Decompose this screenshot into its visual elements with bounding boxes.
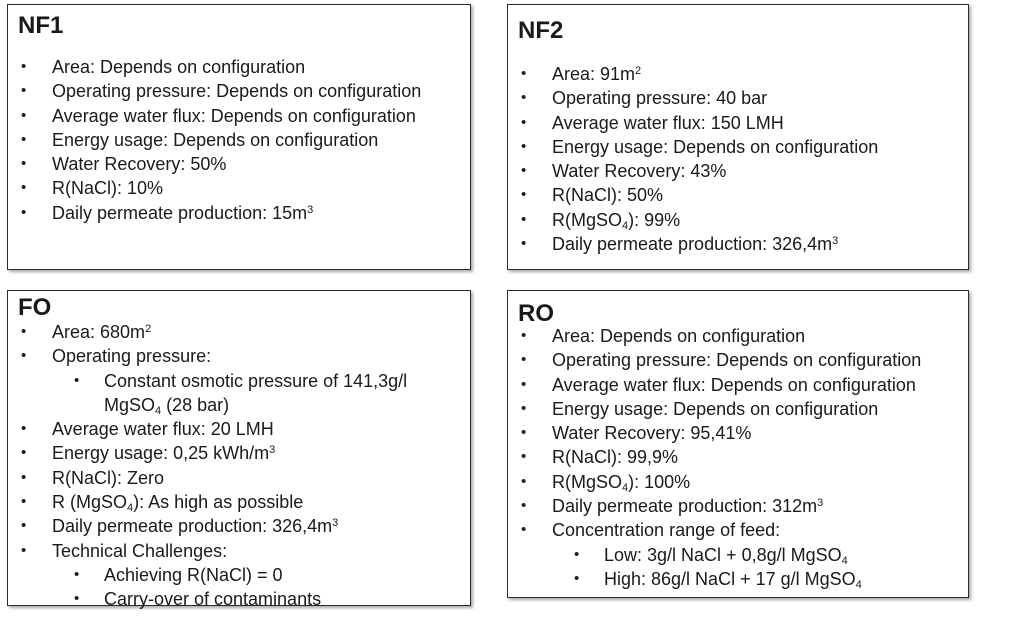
nf1-title: NF1 (18, 12, 64, 39)
fo-area: • Area: $680m^2$ (18, 320, 407, 344)
ro-list (518, 324, 921, 591)
fo-flux: • Average water flux: 20 LMH (18, 417, 407, 441)
nf1-list (18, 55, 421, 225)
fo-osmotic-pressure: • Constant osmotic pressure of 141,3g/l MgSO$_4$ (28 bar) (52, 369, 407, 418)
ro-feed-high: • High: 86g/l NaCl + 17 g/l MgSO$_4$ (552, 567, 921, 591)
nf2-production: • Daily permeate production: $326,4m^3$ (518, 232, 878, 256)
ro-feed-low: • Low: 3g/l NaCl + 0,8g/l MgSO$_4$ (552, 543, 921, 567)
fo-pressure: • Operating pressure: • Constant osmotic pressure of 141,3g/l MgSO$_4$ (28 bar) (18, 344, 407, 417)
ro-title: RO (518, 300, 554, 327)
nf1-area: • Area: Depends on configuration (18, 55, 421, 79)
nf2-panel (507, 4, 969, 270)
fo-energy: • Energy usage: 0,25 kWh/$m^3$ (18, 441, 407, 465)
ro-feed-sublist (552, 543, 921, 592)
nf2-recovery: • Water Recovery: 43% (518, 159, 878, 183)
nf2-area: • Area: $91m^2$ (518, 62, 878, 86)
ro-r-mgso4: • R(MgSO$_4$): 100% (518, 470, 921, 494)
fo-pressure-sublist (52, 369, 407, 418)
ro-recovery: • Water Recovery: 95,41% (518, 421, 921, 445)
fo-list (18, 320, 407, 612)
fo-title: FO (18, 294, 52, 321)
nf2-title: NF2 (518, 17, 564, 44)
ro-production: • Daily permeate production: $312m^3$ (518, 494, 921, 518)
nf1-panel (7, 4, 471, 270)
ro-feed-range: • Concentration range of feed: • Low: 3g/l NaCl + 0,8g/l MgSO$_4$ • High: 86g/l NaCl + 17 g/l MgSO$_4$ (518, 518, 921, 591)
fo-production: • Daily permeate production: $326,4m^3$ (18, 514, 407, 538)
fo-panel (7, 290, 471, 610)
nf1-production: • Daily permeate production: $15m^3$ (18, 201, 421, 225)
nf1-pressure: • Operating pressure: Depends on configuration (18, 79, 421, 103)
fo-challenge-2: • Carry-over of contaminants (52, 587, 407, 611)
ro-r-nacl: • R(NaCl): 99,9% (518, 445, 921, 469)
nf2-r-mgso4: • R(MgSO$_4$): 99% (518, 208, 878, 232)
nf2-list (518, 62, 878, 256)
nf2-pressure: • Operating pressure: 40 bar (518, 86, 878, 110)
nf2-flux: • Average water flux: 150 LMH (518, 111, 878, 135)
fo-r-nacl: • R(NaCl): Zero (18, 466, 407, 490)
ro-energy: • Energy usage: Depends on configuration (518, 397, 921, 421)
fo-challenges: • Technical Challenges: • Achieving R(NaCl) = 0 • Carry-over of contaminants (18, 539, 407, 612)
ro-flux: • Average water flux: Depends on configuration (518, 373, 921, 397)
nf1-recovery: • Water Recovery: 50% (18, 152, 421, 176)
fo-challenge-1: • Achieving R(NaCl) = 0 (52, 563, 407, 587)
nf1-energy: • Energy usage: Depends on configuration (18, 128, 421, 152)
ro-panel (507, 290, 969, 598)
ro-pressure: • Operating pressure: Depends on configuration (518, 348, 921, 372)
fo-r-mgso4: • R (MgSO$_4$): As high as possible (18, 490, 407, 514)
ro-area: • Area: Depends on configuration (518, 324, 921, 348)
nf1-flux: • Average water flux: Depends on configuration (18, 104, 421, 128)
nf2-r-nacl: • R(NaCl): 50% (518, 183, 878, 207)
fo-challenges-sublist (52, 563, 407, 612)
nf1-r-nacl: • R(NaCl): 10% (18, 176, 421, 200)
nf2-energy: • Energy usage: Depends on configuration (518, 135, 878, 159)
